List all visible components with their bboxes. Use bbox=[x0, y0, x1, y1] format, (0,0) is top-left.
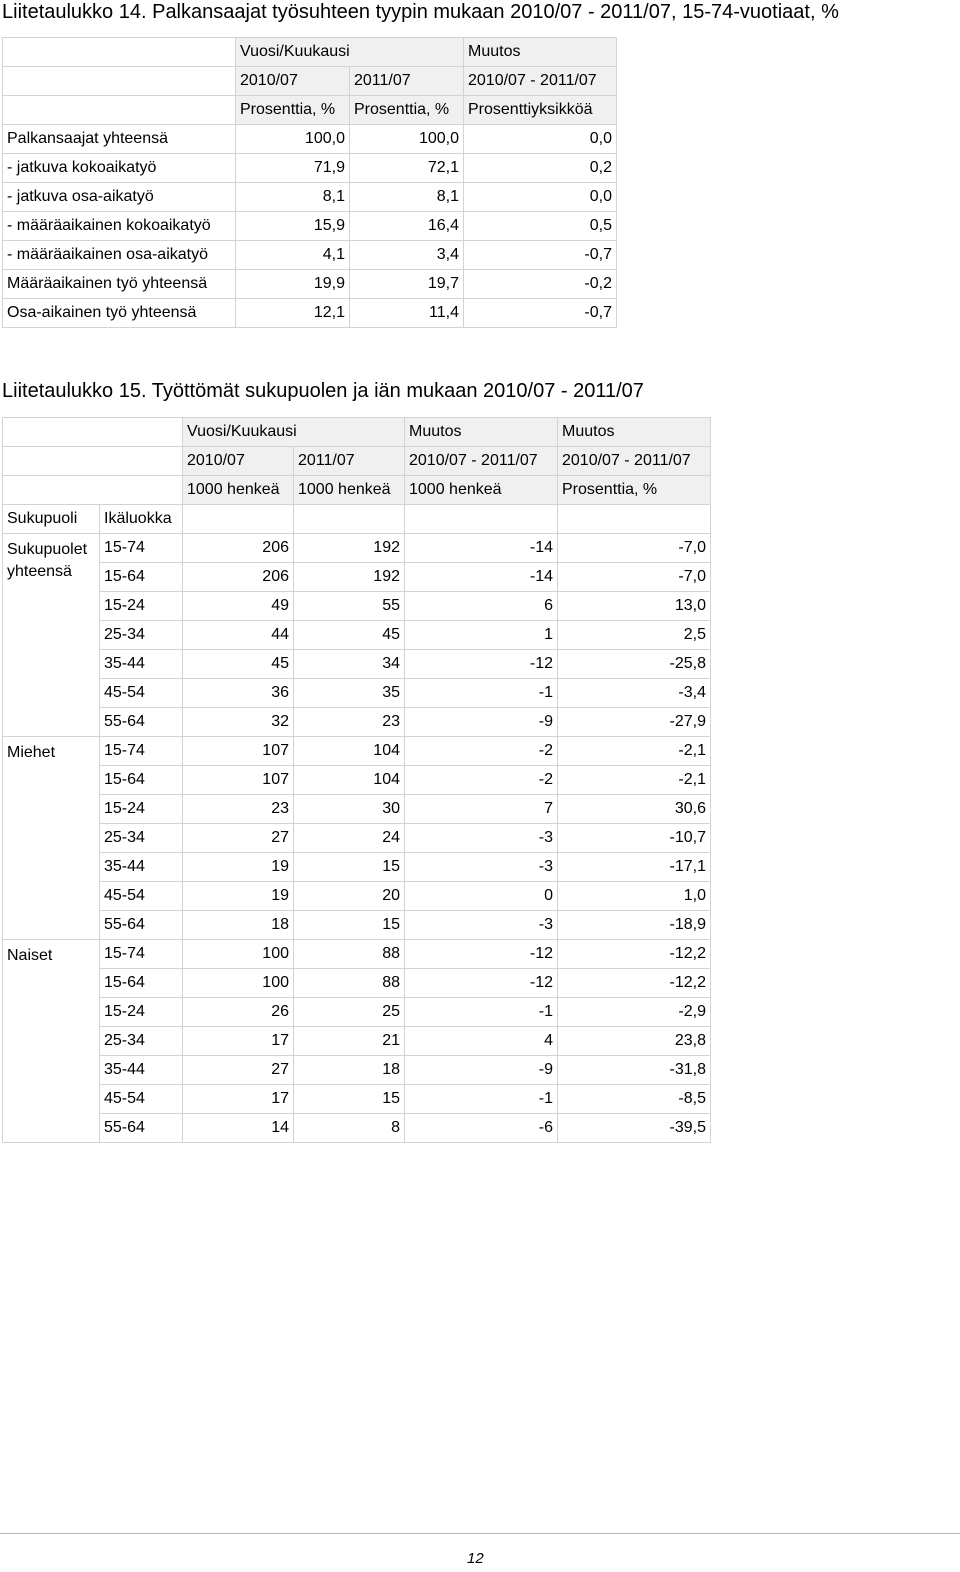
table15-header-row bbox=[3, 418, 711, 447]
value-cell: 30 bbox=[294, 795, 405, 824]
age-class: 25-34 bbox=[100, 621, 183, 650]
table14-header-row bbox=[3, 67, 617, 96]
value-cell: 1,0 bbox=[558, 882, 711, 911]
value-cell: -2 bbox=[405, 737, 558, 766]
value-cell: -18,9 bbox=[558, 911, 711, 940]
value-cell: 100 bbox=[183, 940, 294, 969]
value-cell: -2 bbox=[405, 766, 558, 795]
value-cell: 34 bbox=[294, 650, 405, 679]
header-cell: Prosenttiyksikköä bbox=[464, 96, 617, 125]
age-class: 15-64 bbox=[100, 766, 183, 795]
value-cell: -9 bbox=[405, 1056, 558, 1085]
value-cell: 13,0 bbox=[558, 592, 711, 621]
row-label: - jatkuva kokoaikatyö bbox=[3, 154, 236, 183]
value-cell: 12,1 bbox=[236, 299, 350, 328]
table-row bbox=[3, 1085, 711, 1114]
value-cell: -1 bbox=[405, 1085, 558, 1114]
value-cell: 26 bbox=[183, 998, 294, 1027]
header-corner bbox=[3, 418, 183, 447]
value-cell: 206 bbox=[183, 534, 294, 563]
group-label: Sukupuolet yhteensä bbox=[3, 534, 100, 737]
value-cell: 27 bbox=[183, 824, 294, 853]
table-row bbox=[3, 592, 711, 621]
value-cell: 23 bbox=[294, 708, 405, 737]
age-class: 55-64 bbox=[100, 911, 183, 940]
value-cell: 0 bbox=[405, 882, 558, 911]
table-row bbox=[3, 853, 711, 882]
value-cell: 24 bbox=[294, 824, 405, 853]
value-cell: 44 bbox=[183, 621, 294, 650]
value-cell: 32 bbox=[183, 708, 294, 737]
value-cell: 36 bbox=[183, 679, 294, 708]
value-cell: -0,7 bbox=[464, 241, 617, 270]
header-cell: 2010/07 bbox=[183, 447, 294, 476]
table-row bbox=[3, 563, 711, 592]
value-cell: 100,0 bbox=[236, 125, 350, 154]
age-class: 55-64 bbox=[100, 708, 183, 737]
value-cell: 45 bbox=[183, 650, 294, 679]
header-cell: 1000 henkeä bbox=[405, 476, 558, 505]
value-cell: -1 bbox=[405, 998, 558, 1027]
value-cell: -7,0 bbox=[558, 534, 711, 563]
row-label: - määräaikainen osa-aikatyö bbox=[3, 241, 236, 270]
value-cell: 11,4 bbox=[350, 299, 464, 328]
row-label: Palkansaajat yhteensä bbox=[3, 125, 236, 154]
header-cell: 2010/07 - 2011/07 bbox=[464, 67, 617, 96]
table15 bbox=[2, 417, 711, 1143]
value-cell: 3,4 bbox=[350, 241, 464, 270]
value-cell: -2,1 bbox=[558, 737, 711, 766]
age-class: 55-64 bbox=[100, 1114, 183, 1143]
header-corner bbox=[3, 38, 236, 67]
header-cell: Muutos bbox=[405, 418, 558, 447]
group-label: Naiset bbox=[3, 940, 100, 1143]
table-row bbox=[3, 183, 617, 212]
value-cell: 14 bbox=[183, 1114, 294, 1143]
table-row bbox=[3, 270, 617, 299]
table-row bbox=[3, 998, 711, 1027]
value-cell: -27,9 bbox=[558, 708, 711, 737]
value-cell: 15 bbox=[294, 1085, 405, 1114]
header-corner bbox=[3, 67, 236, 96]
table-row bbox=[3, 650, 711, 679]
value-cell: 71,9 bbox=[236, 154, 350, 183]
value-cell: 16,4 bbox=[350, 212, 464, 241]
footer-divider bbox=[0, 1533, 960, 1534]
value-cell: -25,8 bbox=[558, 650, 711, 679]
value-cell: 55 bbox=[294, 592, 405, 621]
value-cell: -0,2 bbox=[464, 270, 617, 299]
row-label: - jatkuva osa-aikatyö bbox=[3, 183, 236, 212]
header-cell: Prosenttia, % bbox=[236, 96, 350, 125]
table14-header-row bbox=[3, 38, 617, 67]
value-cell: 0,0 bbox=[464, 183, 617, 212]
table-row bbox=[3, 824, 711, 853]
value-cell: 1 bbox=[405, 621, 558, 650]
table-row bbox=[3, 911, 711, 940]
page-number: 12 bbox=[467, 1550, 484, 1567]
age-class: 15-64 bbox=[100, 969, 183, 998]
value-cell: 107 bbox=[183, 766, 294, 795]
row-label: Osa-aikainen työ yhteensä bbox=[3, 299, 236, 328]
value-cell: 35 bbox=[294, 679, 405, 708]
header-corner bbox=[3, 447, 183, 476]
value-cell: 2,5 bbox=[558, 621, 711, 650]
value-cell: 206 bbox=[183, 563, 294, 592]
value-cell: 19 bbox=[183, 853, 294, 882]
table-row bbox=[3, 1027, 711, 1056]
value-cell: -3,4 bbox=[558, 679, 711, 708]
age-class: 15-74 bbox=[100, 737, 183, 766]
value-cell: 0,0 bbox=[464, 125, 617, 154]
value-cell: 30,6 bbox=[558, 795, 711, 824]
value-cell: -14 bbox=[405, 534, 558, 563]
table-row bbox=[3, 882, 711, 911]
row-label: Määräaikainen työ yhteensä bbox=[3, 270, 236, 299]
value-cell: -3 bbox=[405, 853, 558, 882]
value-cell: 0,2 bbox=[464, 154, 617, 183]
empty-cell bbox=[183, 505, 294, 534]
age-class: 25-34 bbox=[100, 824, 183, 853]
table-row bbox=[3, 1114, 711, 1143]
table-row bbox=[3, 1056, 711, 1085]
value-cell: -3 bbox=[405, 911, 558, 940]
value-cell: 15 bbox=[294, 853, 405, 882]
header-cell: 2010/07 - 2011/07 bbox=[405, 447, 558, 476]
value-cell: 20 bbox=[294, 882, 405, 911]
value-cell: 8,1 bbox=[350, 183, 464, 212]
value-cell: 100,0 bbox=[350, 125, 464, 154]
table-row bbox=[3, 766, 711, 795]
value-cell: 88 bbox=[294, 969, 405, 998]
age-class: 15-24 bbox=[100, 998, 183, 1027]
row-label: - määräaikainen kokoaikatyö bbox=[3, 212, 236, 241]
value-cell: 18 bbox=[183, 911, 294, 940]
empty-cell bbox=[558, 505, 711, 534]
value-cell: -0,7 bbox=[464, 299, 617, 328]
value-cell: 15,9 bbox=[236, 212, 350, 241]
age-class: 25-34 bbox=[100, 1027, 183, 1056]
value-cell: -9 bbox=[405, 708, 558, 737]
header-cell: Sukupuoli bbox=[3, 505, 100, 534]
header-cell: 2011/07 bbox=[294, 447, 405, 476]
value-cell: 19,7 bbox=[350, 270, 464, 299]
value-cell: -12 bbox=[405, 969, 558, 998]
value-cell: 4,1 bbox=[236, 241, 350, 270]
header-cell: Prosenttia, % bbox=[350, 96, 464, 125]
header-cell: 2010/07 bbox=[236, 67, 350, 96]
empty-cell bbox=[294, 505, 405, 534]
value-cell: 17 bbox=[183, 1085, 294, 1114]
value-cell: -10,7 bbox=[558, 824, 711, 853]
header-cell: Vuosi/Kuukausi bbox=[183, 418, 405, 447]
group-label: Miehet bbox=[3, 737, 100, 940]
header-corner bbox=[3, 476, 183, 505]
table-row bbox=[3, 299, 617, 328]
header-cell: Vuosi/Kuukausi bbox=[236, 38, 464, 67]
value-cell: 72,1 bbox=[350, 154, 464, 183]
table-row bbox=[3, 125, 617, 154]
value-cell: 23,8 bbox=[558, 1027, 711, 1056]
value-cell: 6 bbox=[405, 592, 558, 621]
table-row bbox=[3, 708, 711, 737]
table-row bbox=[3, 737, 711, 766]
value-cell: 88 bbox=[294, 940, 405, 969]
value-cell: 17 bbox=[183, 1027, 294, 1056]
age-class: 15-74 bbox=[100, 534, 183, 563]
header-corner bbox=[3, 96, 236, 125]
value-cell: 104 bbox=[294, 766, 405, 795]
value-cell: 27 bbox=[183, 1056, 294, 1085]
value-cell: 192 bbox=[294, 534, 405, 563]
value-cell: 19,9 bbox=[236, 270, 350, 299]
value-cell: 21 bbox=[294, 1027, 405, 1056]
table15-header-row bbox=[3, 476, 711, 505]
value-cell: -1 bbox=[405, 679, 558, 708]
value-cell: 100 bbox=[183, 969, 294, 998]
value-cell: -12 bbox=[405, 940, 558, 969]
header-cell: Ikäluokka bbox=[100, 505, 183, 534]
header-cell: Prosenttia, % bbox=[558, 476, 711, 505]
value-cell: -8,5 bbox=[558, 1085, 711, 1114]
table-row bbox=[3, 241, 617, 270]
value-cell: 18 bbox=[294, 1056, 405, 1085]
header-cell: 1000 henkeä bbox=[294, 476, 405, 505]
value-cell: 45 bbox=[294, 621, 405, 650]
age-class: 35-44 bbox=[100, 1056, 183, 1085]
value-cell: -12 bbox=[405, 650, 558, 679]
age-class: 15-74 bbox=[100, 940, 183, 969]
table-row bbox=[3, 212, 617, 241]
table14-header-row bbox=[3, 96, 617, 125]
header-cell: Muutos bbox=[558, 418, 711, 447]
table15-header-row bbox=[3, 505, 711, 534]
value-cell: 192 bbox=[294, 563, 405, 592]
table14-title: Liitetaulukko 14. Palkansaajat työsuhteen tyypin mukaan 2010/07 - 2011/07, 15-74-vuotiaat, % bbox=[2, 1, 839, 23]
value-cell: -12,2 bbox=[558, 940, 711, 969]
value-cell: -17,1 bbox=[558, 853, 711, 882]
value-cell: -2,1 bbox=[558, 766, 711, 795]
value-cell: 0,5 bbox=[464, 212, 617, 241]
value-cell: 19 bbox=[183, 882, 294, 911]
table-row bbox=[3, 679, 711, 708]
value-cell: -7,0 bbox=[558, 563, 711, 592]
table-row bbox=[3, 621, 711, 650]
value-cell: 4 bbox=[405, 1027, 558, 1056]
value-cell: -12,2 bbox=[558, 969, 711, 998]
header-cell: 2010/07 - 2011/07 bbox=[558, 447, 711, 476]
empty-cell bbox=[405, 505, 558, 534]
table-row bbox=[3, 969, 711, 998]
table-row bbox=[3, 940, 711, 969]
value-cell: -3 bbox=[405, 824, 558, 853]
value-cell: -6 bbox=[405, 1114, 558, 1143]
value-cell: 15 bbox=[294, 911, 405, 940]
age-class: 45-54 bbox=[100, 1085, 183, 1114]
age-class: 35-44 bbox=[100, 853, 183, 882]
age-class: 45-54 bbox=[100, 679, 183, 708]
table-row bbox=[3, 534, 711, 563]
age-class: 15-24 bbox=[100, 795, 183, 824]
table15-header-row bbox=[3, 447, 711, 476]
header-cell: Muutos bbox=[464, 38, 617, 67]
value-cell: 8,1 bbox=[236, 183, 350, 212]
value-cell: 49 bbox=[183, 592, 294, 621]
header-cell: 2011/07 bbox=[350, 67, 464, 96]
age-class: 15-24 bbox=[100, 592, 183, 621]
value-cell: 104 bbox=[294, 737, 405, 766]
value-cell: 25 bbox=[294, 998, 405, 1027]
value-cell: -31,8 bbox=[558, 1056, 711, 1085]
value-cell: 7 bbox=[405, 795, 558, 824]
table-row bbox=[3, 795, 711, 824]
age-class: 45-54 bbox=[100, 882, 183, 911]
value-cell: 8 bbox=[294, 1114, 405, 1143]
value-cell: 107 bbox=[183, 737, 294, 766]
age-class: 35-44 bbox=[100, 650, 183, 679]
table15-title: Liitetaulukko 15. Työttömät sukupuolen ja iän mukaan 2010/07 - 2011/07 bbox=[2, 380, 644, 402]
age-class: 15-64 bbox=[100, 563, 183, 592]
value-cell: -2,9 bbox=[558, 998, 711, 1027]
value-cell: 23 bbox=[183, 795, 294, 824]
value-cell: -14 bbox=[405, 563, 558, 592]
table14 bbox=[2, 37, 617, 328]
header-cell: 1000 henkeä bbox=[183, 476, 294, 505]
value-cell: -39,5 bbox=[558, 1114, 711, 1143]
table-row bbox=[3, 154, 617, 183]
